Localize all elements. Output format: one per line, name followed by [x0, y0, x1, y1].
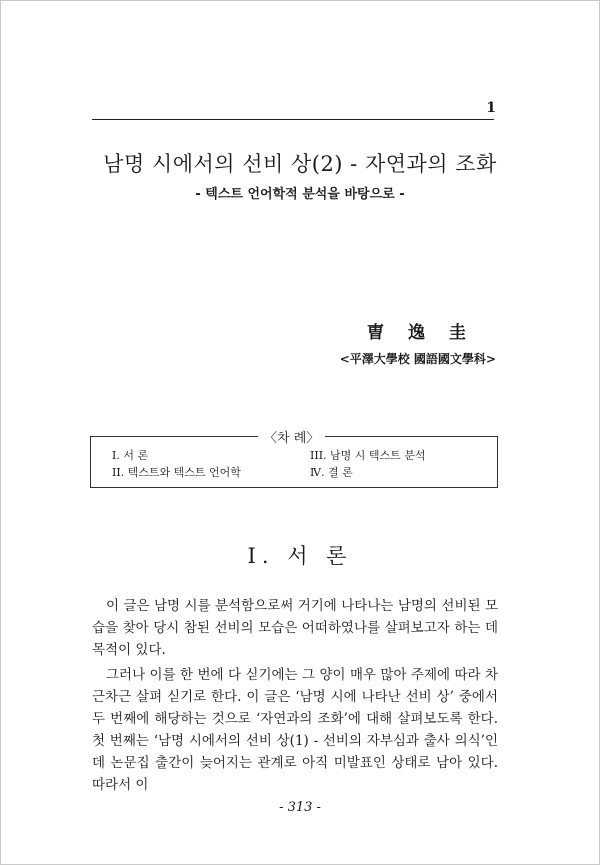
paper-title: 남명 시에서의 선비 상(2) - 자연과의 조화	[103, 152, 497, 176]
page-frame-top	[0, 0, 600, 1]
body-paragraph-1: 이 글은 남명 시를 분석함으로써 거기에 나타나는 남명의 선비된 모습을 찾아 당시 참된 선비의 모습은 어떠하였나를 살펴보고자 하는 데 목적이 있다.	[92, 598, 498, 658]
body-paragraph-2: 그러나 이를 한 번에 다 싣기에는 그 양이 매우 많아 주제에 따라 차근차근 살펴 싣기로 한다. 이 글은 ‘남명 시에 나타난 선비 상’ 중에서 두 번째에 해당하는 것으로 ‘자연과의 조화’에 대해 살펴보도록 한다. 첫 번째는 ‘남명 시에서의 선비 상(1) - 선비의 자부심과 출사 의식’인데 논문집 출간이 늦어지는 관계로 아직 미발표인 상태로 남아 있다. 따라서 이	[92, 667, 498, 793]
header-rule	[92, 119, 494, 120]
section-heading: I. 서 론	[247, 544, 353, 568]
toc-item-4: Ⅳ. 결 론	[310, 466, 353, 479]
footer-page-number: - 313 -	[279, 800, 321, 815]
header-page-number: 1	[486, 100, 496, 116]
toc-item-3: III. 남명 시 텍스트 분석	[310, 449, 426, 462]
toc-heading: 〈차 례〉	[258, 427, 325, 446]
author-name: 曺逸圭	[367, 323, 490, 343]
page-frame-left	[0, 0, 1, 865]
author-affiliation: <平澤大學校 國語國文學科>	[339, 352, 496, 366]
paper-subtitle: - 텍스트 언어학적 분석을 바탕으로 -	[195, 187, 405, 202]
toc-item-2: II. 텍스트와 텍스트 언어학	[112, 466, 241, 479]
toc-item-1: I. 서 론	[112, 449, 149, 462]
